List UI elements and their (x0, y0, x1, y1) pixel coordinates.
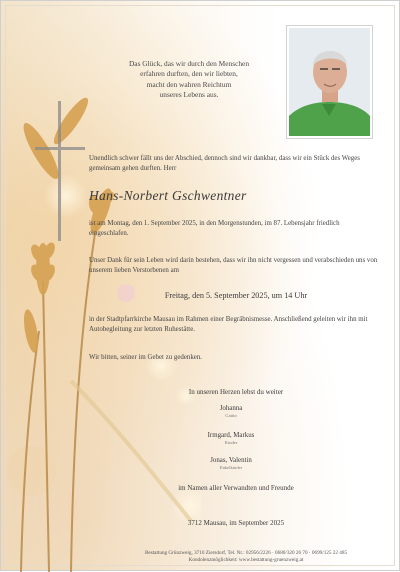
thanks-text: Unser Dank für sein Leben wird darin bestehen, dass wir ihn nicht vergessen und verabschieden uns von unserem lieben Verstorbenen am (89, 257, 378, 274)
mourner-entry (151, 431, 311, 447)
death-notice-text: ist am Montag, den 1. September 2025, in den Morgenstunden, im 87. Lebensjahr friedlich eingeschlafen. (89, 220, 340, 237)
condolence-link[interactable]: Kondolenzmöglichkeit: www.bestattung-gruenzweig.at (188, 557, 304, 563)
intro-text: Unendlich schwer fällt uns der Abschied, dennoch sind wir dankbar, dass wir ein Stück des Weges gemeinsam gehen durften. Herr (89, 155, 360, 172)
portrait-photo (287, 26, 372, 138)
funeral-home-contact: Bestattung Grünzweig, 3710 Ziersdorf, Tel. Nr.: 02956/2226 · 0680/320 26 70 · 0699/125 22 485 (144, 550, 348, 556)
prayer-request-text: Wir bitten, seiner im Gebet zu gedenken. (89, 354, 202, 361)
mourner-name: Jonas, Valentin (210, 457, 252, 464)
mourner-relation: Gattin (225, 413, 237, 418)
deceased-name: Hans-Norbert Gschwentner (89, 188, 247, 203)
mourner-name: Irmgard, Markus (207, 432, 255, 439)
funeral-details-text: in der Stadtpfarrkirche Mausau im Rahmen einer Begräbnismesse. Anschließend geleiten wir ihn mit Autobegleitung zur letzten Ruhestätte. (89, 316, 368, 333)
quote-line: Das Glück, das wir durch den Menschen (128, 59, 250, 68)
quote-line: unseres Lebens aus. (159, 90, 219, 100)
quote-line: erfahren durften, den wir liebten, (140, 69, 238, 79)
funeral-date: Freitag, den 5. September 2025, um 14 Uhr (164, 291, 308, 300)
quote-line: macht den wahren Reichtum (146, 79, 232, 89)
mourner-entry (151, 404, 311, 420)
mourner-relation: Kinder (224, 440, 238, 445)
mourners-intro: In unseren Herzen lebst du weiter (188, 388, 284, 396)
quote-text (119, 59, 259, 101)
place-date: 3712 Mausau, im September 2025 (187, 519, 285, 527)
mourner-name: Johanna (219, 405, 243, 412)
family-line: im Namen aller Verwandten und Freunde (178, 484, 294, 492)
mourner-entry (151, 456, 311, 472)
mourner-relation: Enkelkinder (219, 465, 243, 470)
